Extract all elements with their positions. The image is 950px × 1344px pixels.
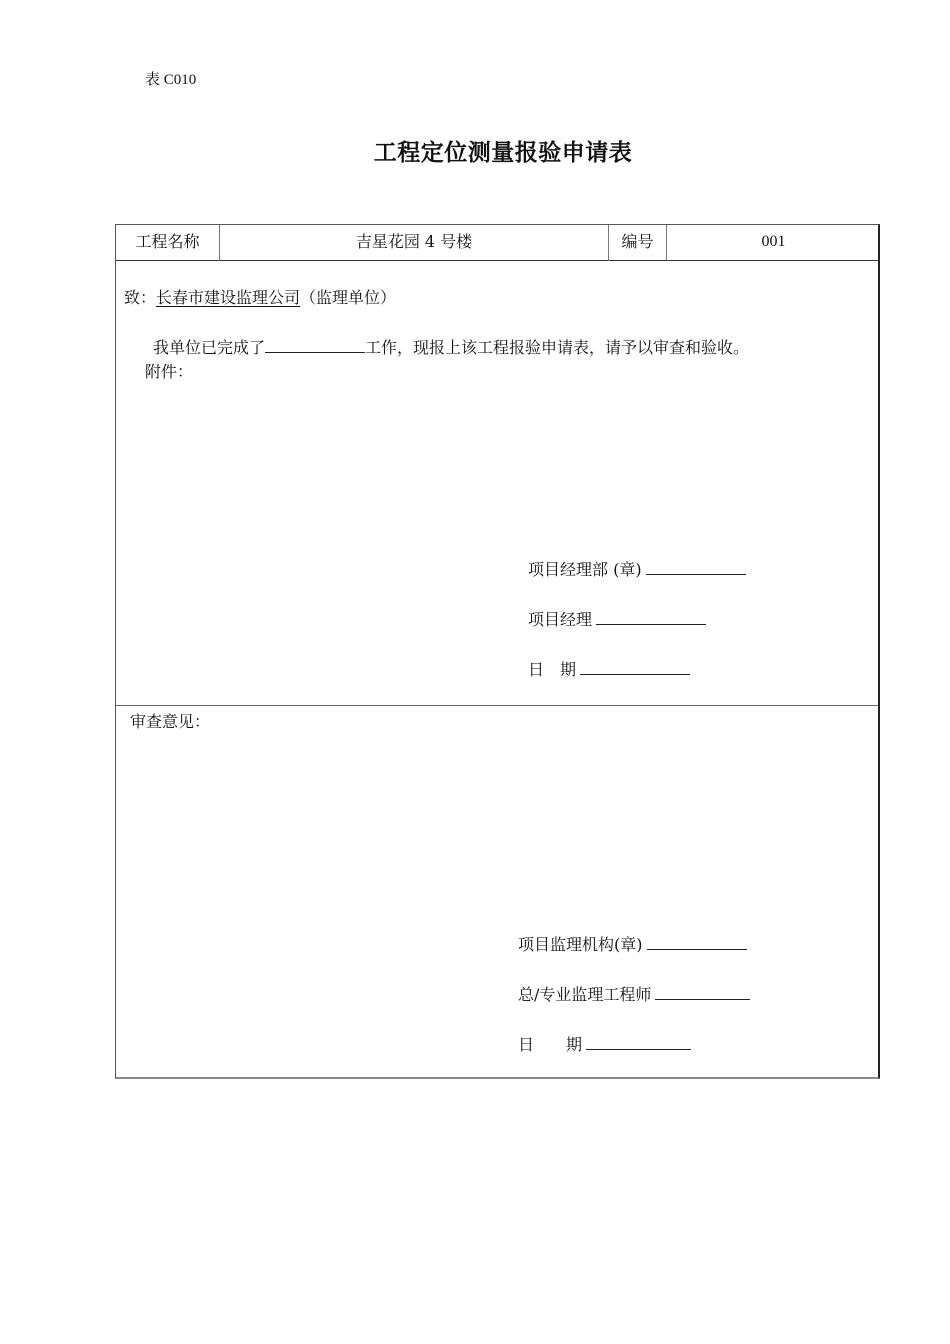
statement-prefix: 我单位已完成了 (153, 338, 266, 357)
attachment-label: 附件： (145, 362, 194, 381)
supervision-seal-label: 项目监理机构(章) (518, 935, 643, 954)
supervision-seal-field[interactable] (647, 935, 747, 950)
addressee-suffix: （监理单位） (300, 288, 397, 307)
addressee-line (124, 285, 396, 308)
number-field[interactable]: 001 (761, 233, 786, 250)
review-section (116, 706, 878, 1078)
page-title: 工程定位测量报验申请表 (373, 140, 633, 166)
pm-dept-seal-field[interactable] (646, 560, 746, 575)
addressee-prefix: 致： (124, 288, 157, 307)
apply-date-row (528, 657, 690, 680)
project-name-label: 工程名称 (116, 225, 220, 261)
supervising-engineer-label: 总/专业监理工程师 (518, 985, 652, 1004)
supervising-engineer-row (518, 982, 750, 1005)
review-date-field[interactable] (586, 1035, 691, 1050)
inspection-request-form (115, 224, 880, 1079)
review-date-label: 日 期 (518, 1035, 583, 1054)
pm-dept-seal-row (528, 557, 746, 580)
application-section (116, 261, 878, 706)
project-manager-label: 项目经理 (528, 610, 593, 629)
statement-line (153, 335, 749, 358)
completed-work-field[interactable] (265, 338, 365, 353)
review-opinion-label: 审查意见： (130, 712, 211, 731)
header-row (116, 225, 878, 261)
pm-dept-seal-label: 项目经理部 (章) (528, 560, 642, 579)
project-manager-row (528, 607, 706, 630)
review-date-row (518, 1032, 691, 1055)
form-code: 表 C010 (145, 72, 197, 88)
project-name-field[interactable]: 吉星花园 4 号楼 (220, 225, 609, 261)
supervision-seal-row (518, 932, 747, 955)
number-label: 编号 (609, 225, 667, 261)
supervising-engineer-field[interactable] (655, 985, 750, 1000)
apply-date-label: 日 期 (528, 660, 577, 679)
project-manager-field[interactable] (596, 610, 706, 625)
supervision-company-field[interactable]: 长春市建设监理公司 (156, 288, 301, 307)
statement-suffix: 工作，现报上该工程报验申请表，请予以审查和验收。 (365, 338, 750, 357)
apply-date-field[interactable] (580, 660, 690, 675)
